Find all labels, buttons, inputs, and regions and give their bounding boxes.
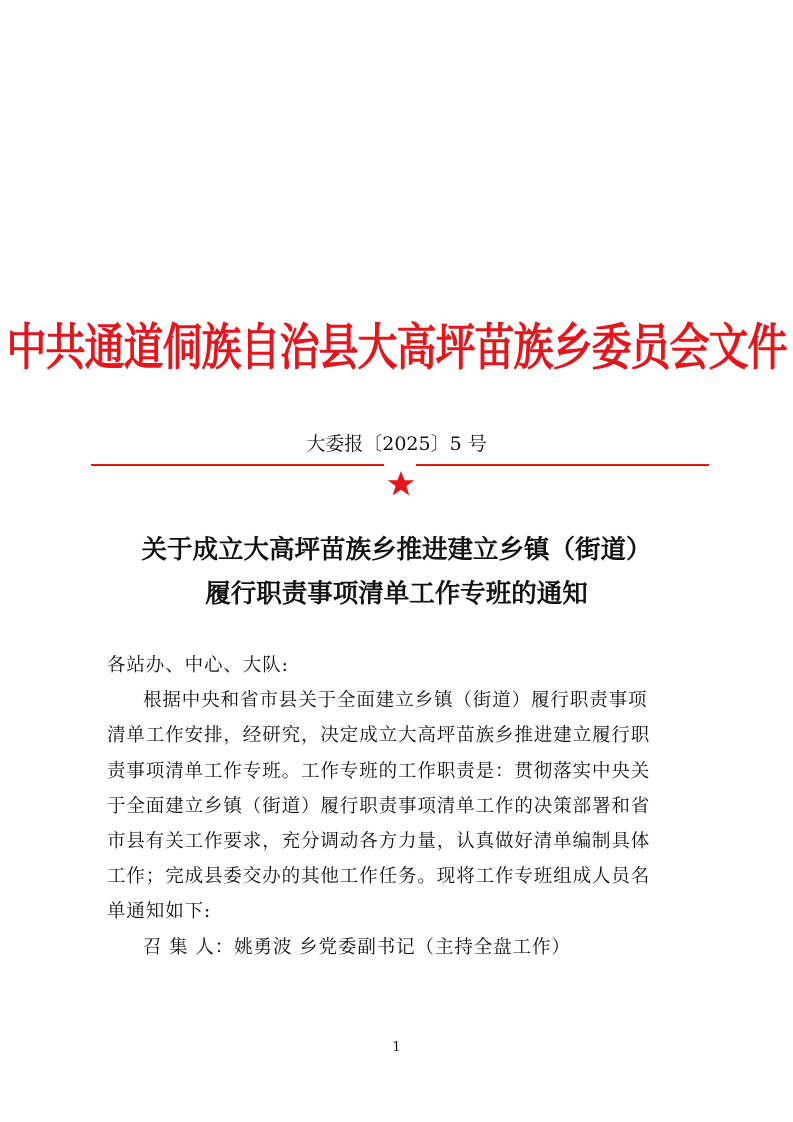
paragraph-line: 根据中央和省市县关于全面建立乡镇（街道）履行职责事项 [143, 690, 648, 712]
paragraph-line: 工作；完成县委交办的其他工作任务。现将工作专班组成人员名 [107, 866, 651, 888]
document-header-title: 中共通道侗族自治县大高坪苗族乡委员会文件 [6, 318, 787, 377]
header-rule-right [416, 464, 709, 466]
salutation: 各站办、中心、大队: [107, 655, 289, 676]
convener-line: 召 集 人：姚勇波 乡党委副书记（主持全盘工作） [143, 936, 571, 958]
page-number: 1 [392, 1040, 401, 1055]
paragraph-line: 于全面建立乡镇（街道）履行职责事项清单工作的决策部署和省 [107, 795, 651, 817]
paragraph-line: 责事项清单工作专班。工作专班的工作职责是：贯彻落实中央关 [107, 760, 651, 782]
document-number: 大委报〔2025〕5 号 [306, 433, 487, 455]
paragraph-line: 市县有关工作要求，充分调动各方力量，认真做好清单编制具体 [107, 831, 651, 853]
subject-line-1: 关于成立大高坪苗族乡推进建立乡镇（街道） [141, 535, 652, 565]
document-body [107, 648, 697, 965]
red-star-icon [386, 469, 416, 499]
paragraph-line: 清单工作安排，经研究，决定成立大高坪苗族乡推进建立履行职 [107, 725, 651, 747]
subject-line-2: 履行职责事项清单工作专班的通知 [205, 579, 588, 609]
document-subject [60, 528, 733, 616]
header-rule-left [91, 464, 384, 466]
paragraph-line: 单通知如下: [107, 901, 212, 923]
